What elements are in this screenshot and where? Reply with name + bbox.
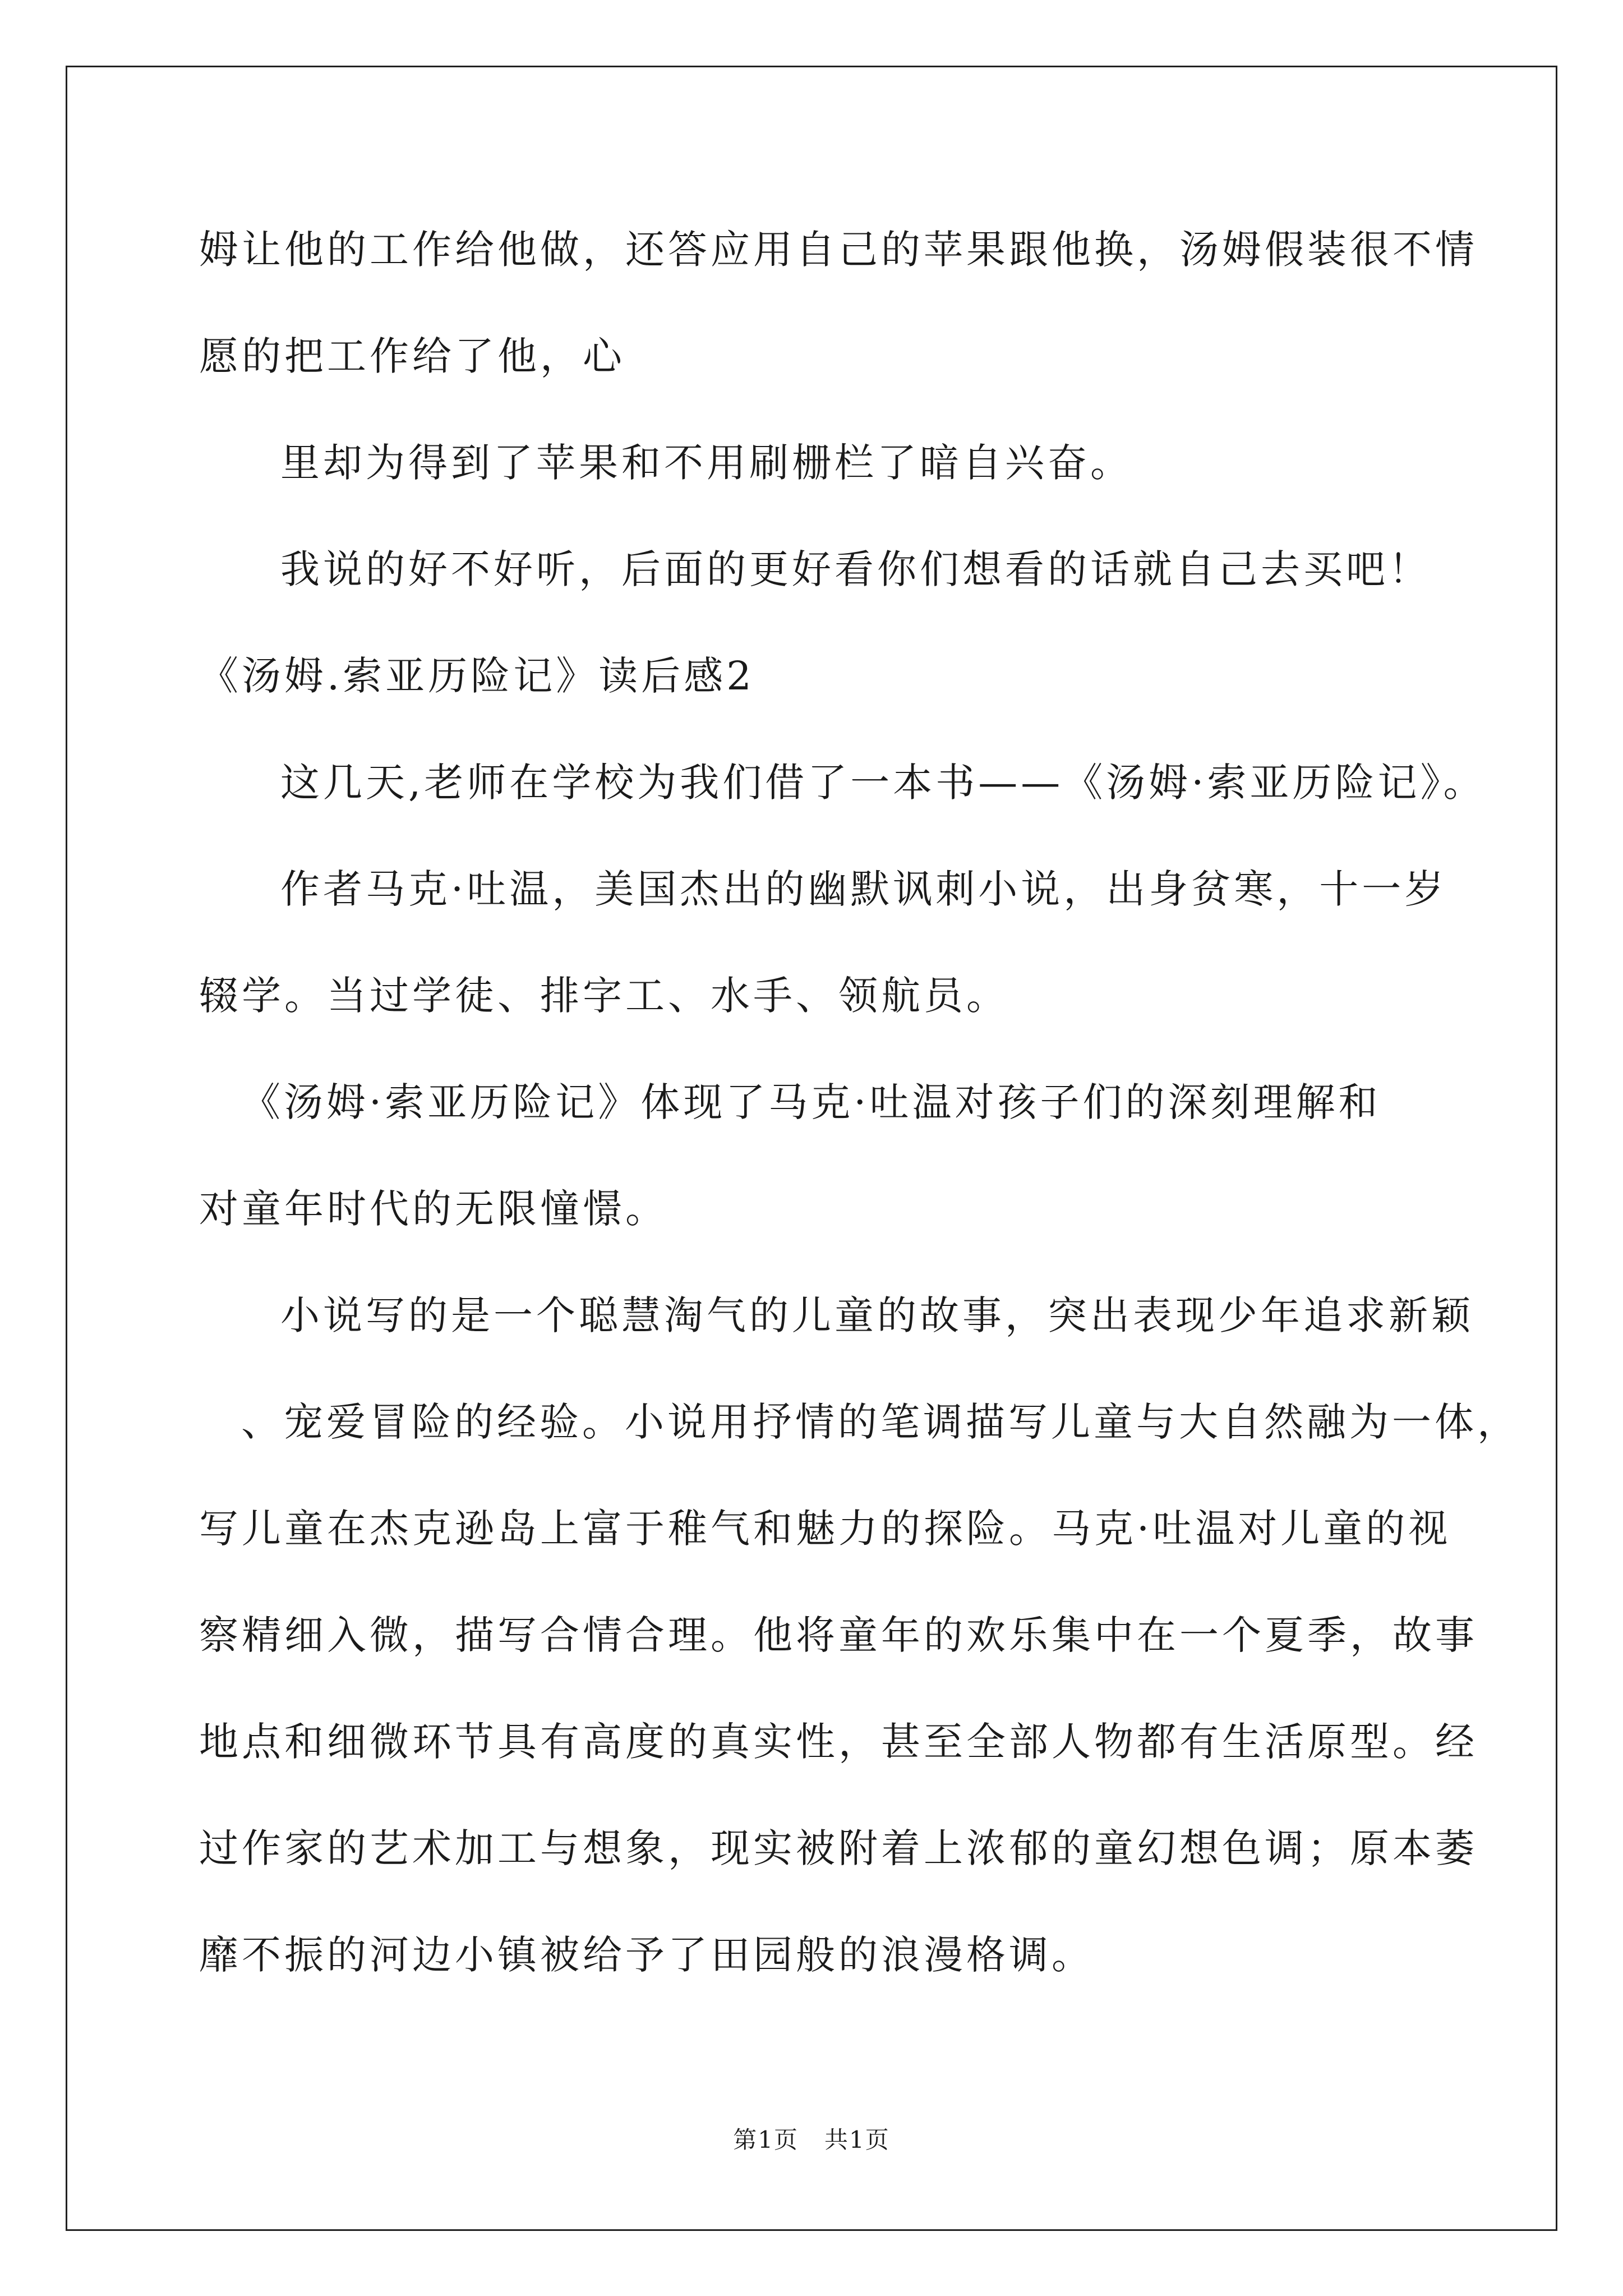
text-line: 过作家的艺术加工与想象，现实被附着上浓郁的童幻想色调；原本萎 [199,1825,1478,1871]
text-line: 这几天,老师在学校为我们借了一本书——《汤姆·索亚历险记》。 [280,760,1486,806]
page-border [66,66,1557,2231]
text-line: 《汤姆·索亚历险记》体现了马克·吐温对孩子们的深刻理解和 [241,1079,1381,1125]
text-line: 我说的好不好听，后面的更好看你们想看的话就自己去买吧！ [280,546,1431,592]
text-line: 察精细入微，描写合情合理。他将童年的欢乐集中在一个夏季，故事 [199,1612,1478,1658]
text-line: 里却为得到了苹果和不用刷栅栏了暗自兴奋。 [280,440,1133,486]
text-line: 姆让他的工作给他做，还答应用自己的苹果跟他换，汤姆假装很不情 [199,227,1478,273]
text-line: 小说写的是一个聪慧淘气的儿童的故事，突出表现少年追求新颖 [280,1292,1474,1338]
text-line: 作者马克·吐温，美国杰出的幽默讽刺小说，出身贫寒，十一岁 [280,866,1447,912]
text-line: 写儿童在杰克逊岛上富于稚气和魅力的探险。马克·吐温对儿童的视 [199,1506,1451,1552]
text-line: 靡不振的河边小镇被给予了田园般的浪漫格调。 [199,1932,1094,1978]
text-line: 辍学。当过学徒、排字工、水手、领航员。 [199,973,1009,1019]
page-number-footer: 第1页 共1页 [733,2126,890,2154]
text-line: 、宠爱冒险的经验。小说用抒情的笔调描写儿童与大自然融为一体， [241,1399,1520,1445]
text-line: 地点和细微环节具有高度的真实性，甚至全部人物都有生活原型。经 [199,1719,1478,1765]
text-line: 愿的把工作给了他，心 [199,333,625,379]
section-heading: 《汤姆.索亚历险记》读后感2 [199,653,755,699]
text-line: 对童年时代的无限憧憬。 [199,1186,668,1232]
